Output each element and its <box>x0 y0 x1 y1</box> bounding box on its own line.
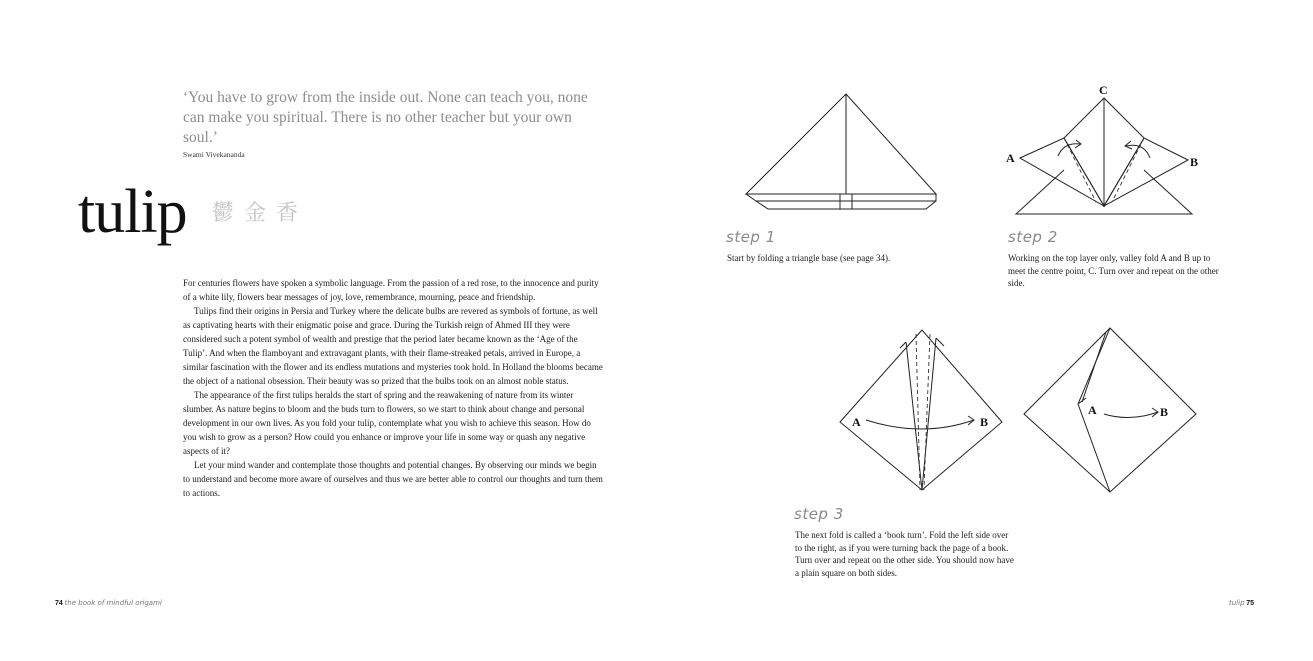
step3-diagram-b <box>1020 322 1200 494</box>
step1-text: Start by folding a triangle base (see page 34). <box>727 253 891 263</box>
page-title: tulip <box>78 178 187 246</box>
body-paragraph: For centuries flowers have spoken a symbolic language. From the passion of a red rose, to the innocence and purity of a white lily, flowers bear messages of joy, love, remembrance, mourning, peace and friendship. <box>183 278 599 302</box>
right-folio <box>1229 599 1254 607</box>
body-text <box>183 276 603 500</box>
body-paragraph: Let your mind wander and contemplate those thoughts and potential changes. By observing our minds we begin to understand and become more aware of ourselves and thus we are better able to control our thoughts and turn them to actions. <box>183 460 603 498</box>
step1-label: step 1 <box>726 228 776 246</box>
step2-label-a: A <box>1006 151 1015 165</box>
step2-diagram <box>1004 80 1204 220</box>
step3-label: step 3 <box>794 505 844 523</box>
step1-diagram <box>736 88 946 218</box>
step3b-label-b: B <box>1160 405 1169 419</box>
left-folio <box>55 599 162 607</box>
right-page <box>656 0 1313 661</box>
body-paragraph: The appearance of the first tulips heralds the start of spring and the reawakening of nature from its winter slumber. As nature begins to bloom and the buds turn to flowers, so we start to think about change and personal development in our own lives. As you fold your tulip, contemplate what you wish to achieve this season. How do you wish to grow as a person? How could you enhance or improve your life in some way or quash any negative aspects of it? <box>183 390 591 456</box>
step3-text: The next fold is called a ‘book turn’. Fold the left side over to the right, as if you were turning back the page of a book. Turn over and repeat on the other side. You should now have a plain square on both sides. <box>795 530 1014 578</box>
body-paragraph: Tulips find their origins in Persia and Turkey where the delicate bulbs are revered as symbols of fortune, as well as captivating hearts with their enigmatic poise and grace. During the Turkish reign of Ahmed III they were considered such a potent symbol of wealth and prestige that the period later became known as the ‘Age of the Tulip’. And when the flamboyant and extravagant plants, with their flame-streaked petals, arrived in Europe, a similar fascination with the flower and its endless mutations and mysteries took hold. In Holland the blooms became the object of a national obsession. Their beauty was so prized that the bulbs took on an almost noble status. <box>183 306 603 386</box>
step2-label: step 2 <box>1008 228 1058 246</box>
page-number: 74 <box>55 600 63 607</box>
step3a-label-b: B <box>980 415 989 429</box>
title-chinese-characters: 鬱金香 <box>212 201 309 226</box>
step2-label-b: B <box>1190 155 1199 169</box>
left-page <box>0 0 656 661</box>
step3b-label-a: A <box>1088 403 1097 417</box>
epigraph-quote: ‘You have to grow from the inside out. None can teach you, none can make you spiritual. There is no other teacher but your own soul.’ <box>183 89 588 146</box>
running-head: tulip <box>1229 599 1245 607</box>
step2-text: Working on the top layer only, valley fold A and B up to meet the centre point, C. Turn over and repeat on the other side. <box>1008 253 1219 288</box>
step3a-label-a: A <box>852 415 861 429</box>
running-head: the book of mindful origami <box>64 599 162 607</box>
step3-diagram-a <box>836 322 1006 494</box>
page-number: 75 <box>1246 600 1255 607</box>
step2-label-c: C <box>1099 83 1108 97</box>
epigraph-author: Swami Vivekananda <box>183 150 245 159</box>
